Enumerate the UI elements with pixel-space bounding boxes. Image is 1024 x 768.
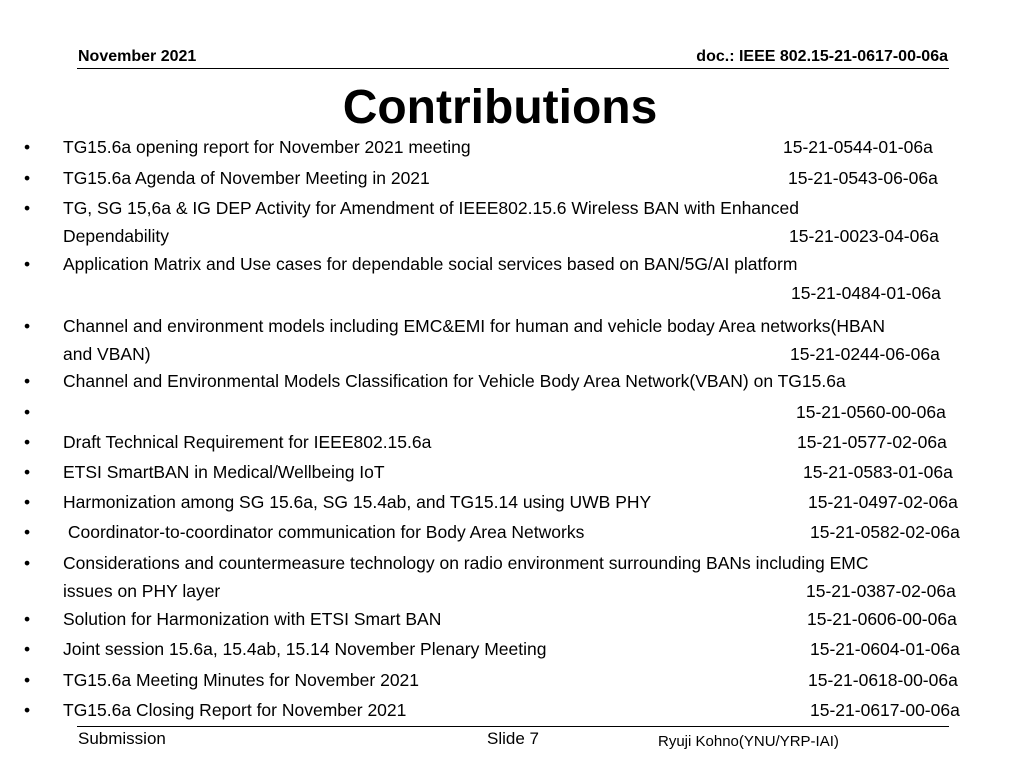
item-doc-number: 15-21-0617-00-06a (810, 700, 960, 720)
header-date: November 2021 (78, 48, 197, 65)
bullet: • (24, 402, 31, 422)
item-text-continued: issues on PHY layer (63, 581, 221, 601)
item-doc-number: 15-21-0484-01-06a (791, 283, 941, 303)
item-text: TG15.6a Closing Report for November 2021 (63, 700, 407, 720)
bullet: • (24, 639, 31, 659)
bullet: • (24, 316, 31, 336)
item-doc-number: 15-21-0577-02-06a (797, 432, 947, 452)
bullet: • (24, 522, 31, 542)
item-doc-number: 15-21-0544-01-06a (783, 137, 933, 157)
header-doc-id: doc.: IEEE 802.15-21-0617-00-06a (696, 48, 948, 65)
item-text-continued: and VBAN) (63, 344, 151, 364)
bullet: • (24, 371, 31, 391)
item-doc-number: 15-21-0543-06-06a (788, 168, 938, 188)
bullet: • (24, 609, 31, 629)
item-text: Coordinator-to-coordinator communication for Body Area Networks (63, 522, 585, 542)
item-text: Solution for Harmonization with ETSI Smart BAN (63, 609, 442, 629)
item-doc-number: 15-21-0604-01-06a (810, 639, 960, 659)
bullet: • (24, 254, 31, 274)
footer-slide-number: Slide 7 (487, 729, 539, 748)
item-doc-number: 15-21-0583-01-06a (803, 462, 953, 482)
bullet: • (24, 553, 31, 573)
item-doc-number: 15-21-0560-00-06a (796, 402, 946, 422)
item-doc-number: 15-21-0387-02-06a (806, 581, 956, 601)
item-text: Harmonization among SG 15.6a, SG 15.4ab, and TG15.14 using UWB PHY (63, 492, 652, 512)
bullet: • (24, 492, 31, 512)
bullet: • (24, 700, 31, 720)
item-doc-number: 15-21-0497-02-06a (808, 492, 958, 512)
bullet: • (24, 137, 31, 157)
footer-author: Ryuji Kohno(YNU/YRP-IAI) (658, 733, 839, 750)
bullet: • (24, 432, 31, 452)
item-doc-number: 15-21-0582-02-06a (810, 522, 960, 542)
item-text: Joint session 15.6a, 15.4ab, 15.14 November Plenary Meeting (63, 639, 547, 659)
footer-divider (77, 726, 949, 727)
item-text: Draft Technical Requirement for IEEE802.15.6a (63, 432, 432, 452)
item-text: Application Matrix and Use cases for dependable social services based on BAN/5G/AI platform (63, 254, 798, 274)
bullet: • (24, 168, 31, 188)
item-text: Considerations and countermeasure technology on radio environment surrounding BANs including EMC (63, 553, 869, 573)
item-doc-number: 15-21-0244-06-06a (790, 344, 940, 364)
item-text: ETSI SmartBAN in Medical/Wellbeing IoT (63, 462, 385, 482)
item-text: TG, SG 15,6a & IG DEP Activity for Amendment of IEEE802.15.6 Wireless BAN with Enhanced (63, 198, 799, 218)
bullet: • (24, 198, 31, 218)
header-divider (77, 68, 949, 69)
item-text: TG15.6a Agenda of November Meeting in 2021 (63, 168, 430, 188)
item-doc-number: 15-21-0606-00-06a (807, 609, 957, 629)
slide-title: Contributions (342, 81, 658, 134)
item-text-continued: Dependability (63, 226, 170, 246)
item-text: TG15.6a Meeting Minutes for November 2021 (63, 670, 420, 690)
item-doc-number: 15-21-0618-00-06a (808, 670, 958, 690)
item-text: Channel and environment models including EMC&EMI for human and vehicle boday Area networks(HBAN (63, 316, 885, 336)
item-text: Channel and Environmental Models Classification for Vehicle Body Area Network(VBAN) on TG15.6a (63, 371, 846, 391)
footer-submission: Submission (78, 729, 166, 748)
bullet: • (24, 670, 31, 690)
bullet: • (24, 462, 31, 482)
item-text: TG15.6a opening report for November 2021 meeting (63, 137, 471, 157)
item-doc-number: 15-21-0023-04-06a (789, 226, 939, 246)
